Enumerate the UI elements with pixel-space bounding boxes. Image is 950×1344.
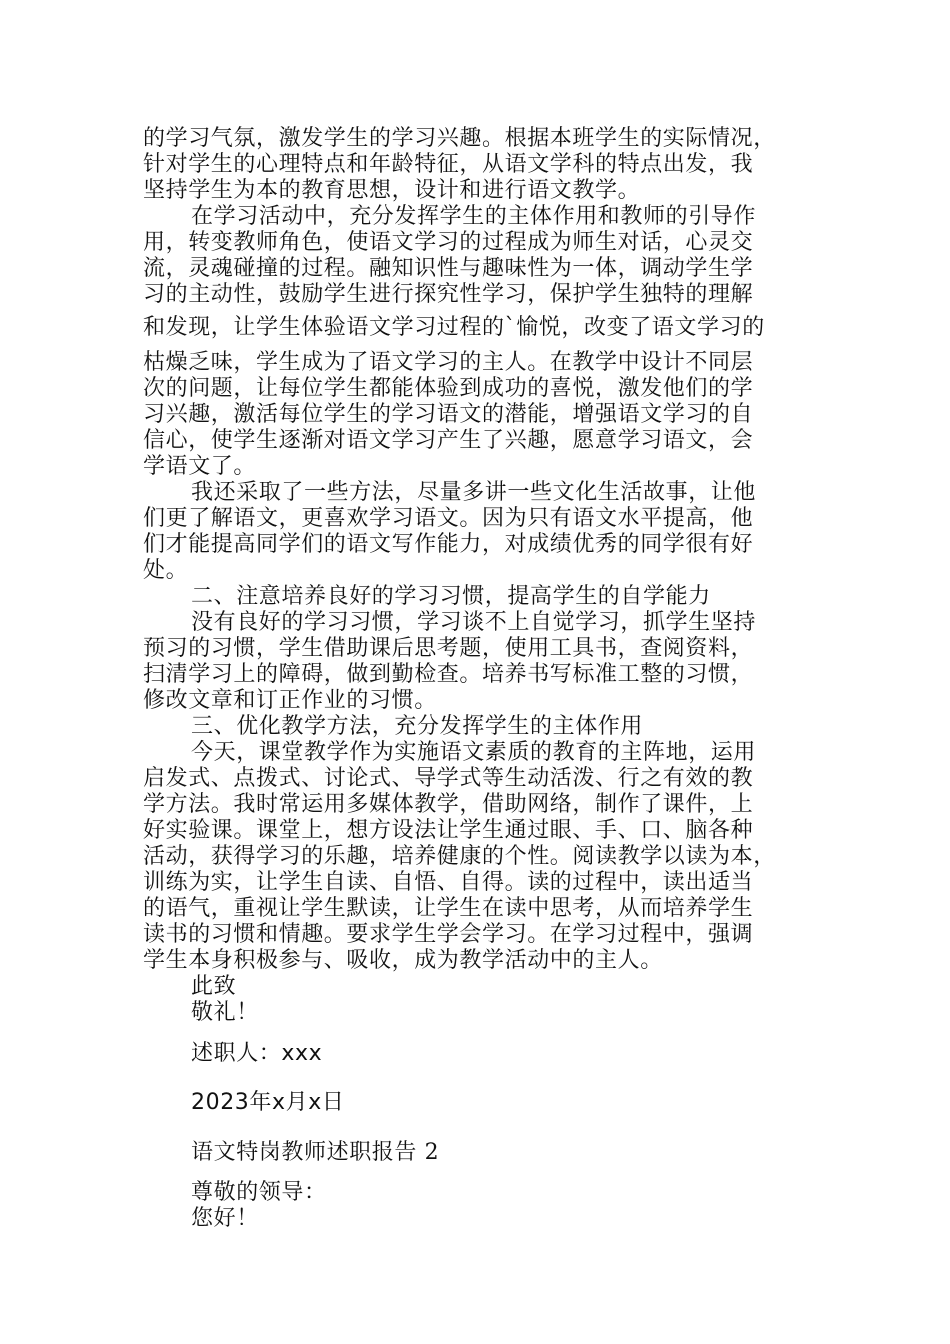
body-text-line: 修改文章和订正作业的习惯。 [143, 688, 437, 713]
body-text-line: 习的主动性，鼓励学生进行探究性学习，保护学生独特的理解 [143, 282, 754, 307]
body-text-line: 针对学生的心理特点和年龄特征，从语文学科的特点出发，我 [143, 152, 754, 177]
next-report-title: 语文特岗教师述职报告 2 [191, 1140, 440, 1165]
body-text-line: 坚持学生为本的教育思想，设计和进行语文教学。 [143, 178, 641, 203]
paragraph-start-line: 在学习活动中，充分发挥学生的主体作用和教师的引导作 [191, 204, 757, 229]
body-text-line: 学生本身积极参与、吸收，成为教学活动中的主人。 [143, 948, 663, 973]
body-text-line: 学方法。我时常运用多媒体教学，借助网络，制作了课件，上 [143, 792, 754, 817]
body-text-line: 训练为实，让学生自读、自悟、自得。读的过程中，读出适当 [143, 870, 754, 895]
signature-line: 述职人：xxx [191, 1041, 323, 1066]
body-text-line: 的语气，重视让学生默读，让学生在读中思考，从而培养学生 [143, 896, 754, 921]
body-text-line: 好实验课。课堂上，想方设法让学生通过眼、手、口、脑各种 [143, 818, 754, 843]
body-text-line: 读书的习惯和情趣。要求学生学会学习。在学习过程中，强调 [143, 922, 754, 947]
body-text-line: 活动，获得学习的乐趣，培养健康的个性。阅读教学以读为本， [143, 844, 776, 869]
salutation-line: 尊敬的领导： [191, 1180, 327, 1205]
closing-salute: 敬礼！ [191, 1000, 259, 1025]
body-text-line: 信心，使学生逐渐对语文学习产生了兴趣，愿意学习语文，会 [143, 428, 754, 453]
paragraph-start-line: 没有良好的学习习惯，学习谈不上自觉学习，抓学生坚持 [191, 610, 757, 635]
date-line: 2023年x月x日 [191, 1090, 345, 1115]
section-heading: 三、优化教学方法，充分发挥学生的主体作用 [191, 714, 644, 739]
body-text-line: 和发现，让学生体验语文学习过程的`愉悦，改变了语文学习的 [143, 315, 765, 340]
body-text-line: 的学习气氛，激发学生的学习兴趣。根据本班学生的实际情况， [143, 126, 776, 151]
closing-line: 此致 [191, 974, 237, 999]
body-text-line: 们更了解语文，更喜欢学习语文。因为只有语文水平提高，他 [143, 506, 754, 531]
body-text-line: 扫清学习上的障碍，做到勤检查。培养书写标准工整的习惯， [143, 662, 754, 687]
body-text-line: 流，灵魂碰撞的过程。融知识性与趣味性为一体，调动学生学 [143, 256, 754, 281]
body-text-line: 处。 [143, 558, 189, 583]
greeting-line: 您好！ [191, 1206, 259, 1231]
paragraph-start-line: 今天，课堂教学作为实施语文素质的教育的主阵地，运用 [191, 740, 757, 765]
body-text-line: 枯燥乏味，学生成为了语文学习的主人。在教学中设计不同层 [143, 350, 754, 375]
body-text-line: 学语文了。 [143, 454, 257, 479]
body-text-line: 们才能提高同学们的语文写作能力，对成绩优秀的同学很有好 [143, 532, 754, 557]
body-text-line: 启发式、点拨式、讨论式、导学式等生动活泼、行之有效的教 [143, 766, 754, 791]
body-text-line: 次的问题，让每位学生都能体验到成功的喜悦，激发他们的学 [143, 376, 754, 401]
body-text-line: 用，转变教师角色，使语文学习的过程成为师生对话，心灵交 [143, 230, 754, 255]
body-text-line: 预习的习惯，学生借助课后思考题，使用工具书，查阅资料， [143, 636, 754, 661]
body-text-line: 习兴趣，激活每位学生的学习语文的潜能，增强语文学习的自 [143, 402, 754, 427]
paragraph-start-line: 我还采取了一些方法，尽量多讲一些文化生活故事，让他 [191, 480, 757, 505]
section-heading: 二、注意培养良好的学习习惯，提高学生的自学能力 [191, 584, 711, 609]
